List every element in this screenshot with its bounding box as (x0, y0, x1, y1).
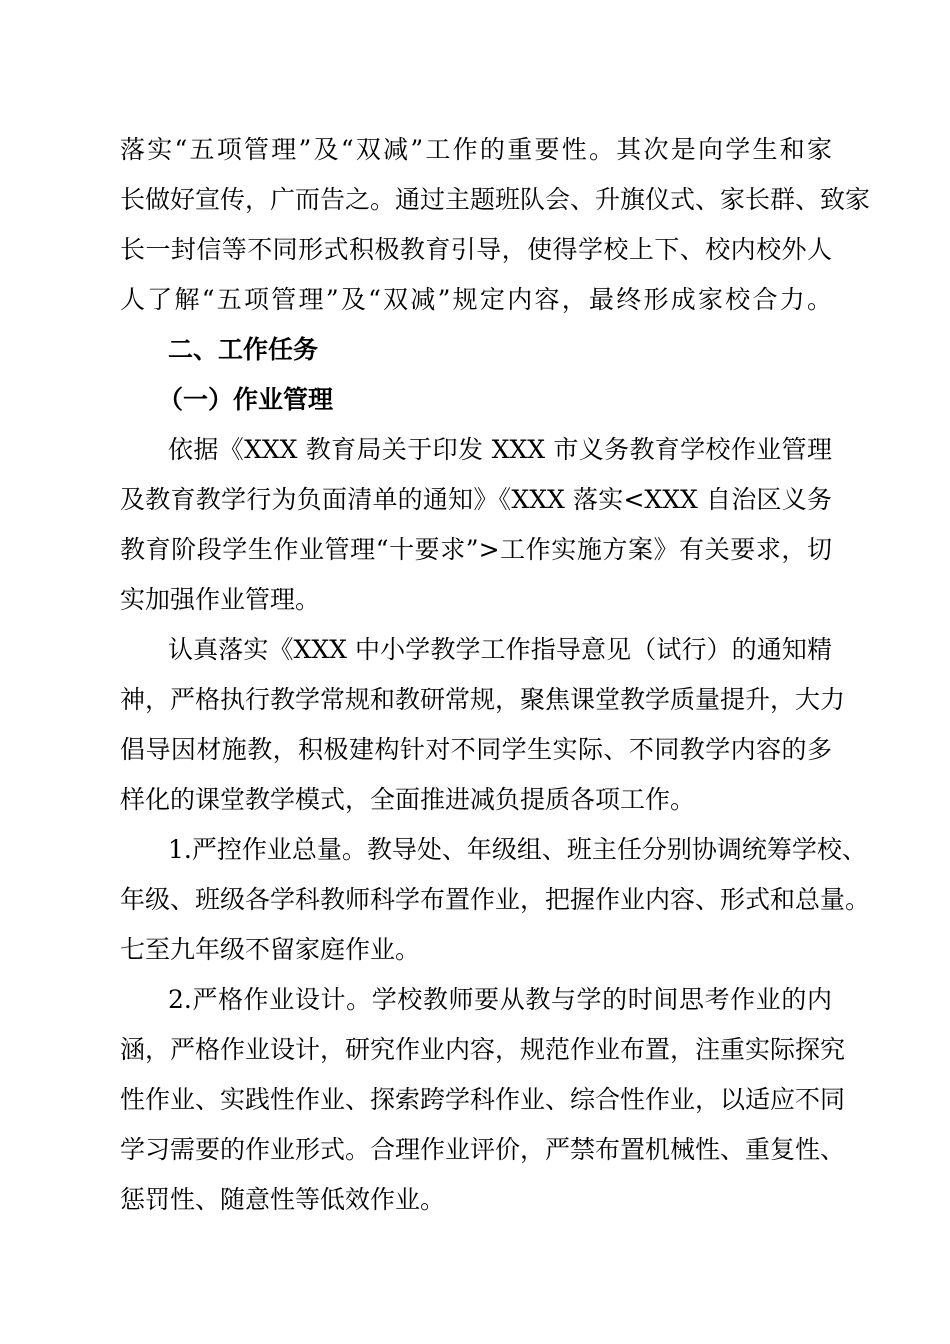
paragraph-line: 性作业、实践性作业、探索跨学科作业、综合性作业，以适应不同 (120, 1085, 846, 1114)
paragraph-line: 教育阶段学生作业管理“十要求”>工作实施方案》有关要求，切 (120, 535, 832, 564)
paragraph-line: 落实“五项管理”及“双减”工作的重要性。其次是向学生和家 (120, 135, 832, 164)
paragraph-line: 涵，严格作业设计，研究作业内容，规范作业布置，注重实际探究 (120, 1035, 846, 1064)
section-heading: 二、工作任务 (168, 335, 319, 364)
paragraph-line: 样化的课堂教学模式，全面推进减负提质各项工作。 (120, 785, 696, 814)
paragraph-line: 依据《XXX 教育局关于印发 XXX 市义务教育学校作业管理 (168, 435, 832, 464)
paragraph-line: 及教育教学行为负面清单的通知》《XXX 落实<XXX 自治区义务 (120, 485, 832, 514)
paragraph-line: 学习需要的作业形式。合理作业评价，严禁布置机械性、重复性、 (120, 1135, 846, 1164)
paragraph-line: 长一封信等不同形式积极教育引导，使得学校上下、校内校外人 (120, 235, 832, 264)
paragraph-line: 七至九年级不留家庭作业。 (120, 935, 421, 964)
paragraph-line: 倡导因材施教，积极建构针对不同学生实际、不同教学内容的多 (120, 735, 832, 764)
paragraph-line: 人了解“五项管理”及“双减”规定内容，最终形成家校合力。 (120, 285, 832, 314)
paragraph-line: 实加强作业管理。 (120, 585, 321, 614)
paragraph-line: 认真落实《XXX 中小学教学工作指导意见（试行）的通知精 (168, 635, 832, 664)
subsection-heading: （一）作业管理 (158, 385, 334, 414)
paragraph-line: 神，严格执行教学常规和教研常规，聚焦课堂教学质量提升，大力 (120, 685, 846, 714)
paragraph-line: 年级、班级各学科教师科学布置作业，把握作业内容、形式和总量。 (120, 885, 871, 914)
paragraph-line: 长做好宣传，广而告之。通过主题班队会、升旗仪式、家长群、致家 (120, 185, 871, 214)
paragraph-line: 2.严格作业设计。学校教师要从教与学的时间思考作业的内 (168, 985, 832, 1014)
paragraph-line: 1.严控作业总量。教导处、年级组、班主任分别协调统筹学校、 (168, 835, 867, 864)
paragraph-line: 惩罚性、随意性等低效作业。 (120, 1185, 446, 1214)
